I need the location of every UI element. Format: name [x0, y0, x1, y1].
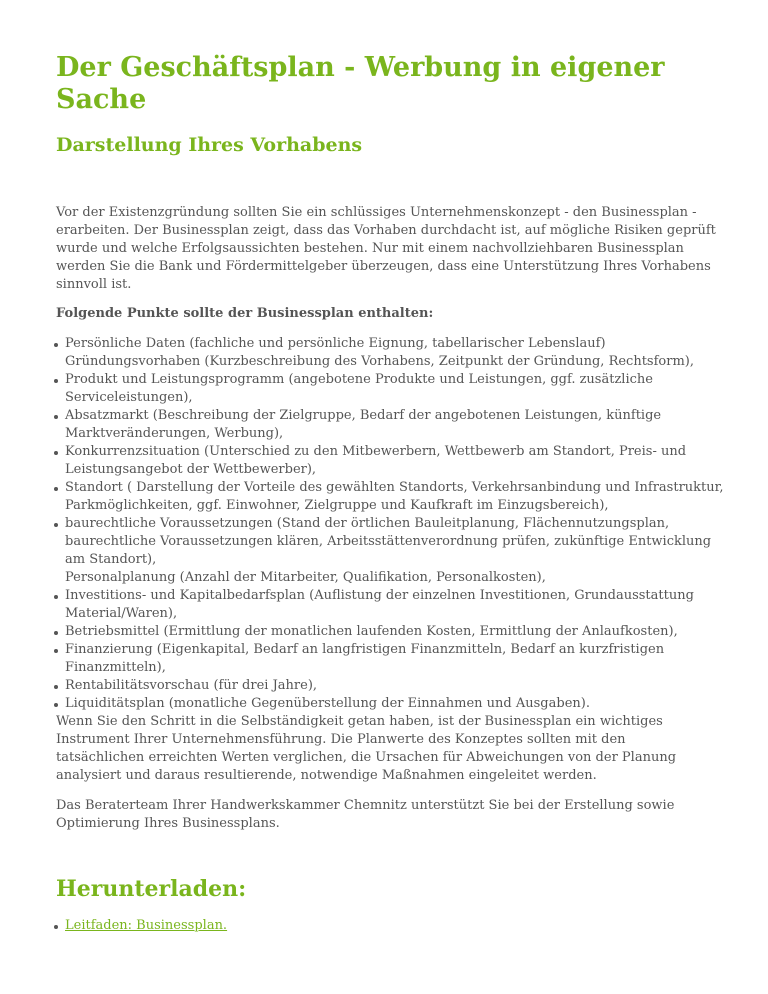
list-item: Standort ( Darstellung der Vorteile des gewählten Standorts, Verkehrsanbindung und Infrastruktur, Parkmöglichkeiten, ggf. Einwohner, Zielgruppe und Kaufkraft im Einzugsbereich), [56, 479, 724, 515]
list-item: Personalplanung (Anzahl der Mitarbeiter, Qualifikation, Personalkosten), [65, 570, 546, 585]
advisor-team-paragraph: Das Beraterteam Ihrer Handwerkskammer Chemnitz unterstützt Sie bei der Erstellung sowie Optimierung Ihres Businessplans. [56, 798, 675, 831]
list-item: Rentabilitätsvorschau (für drei Jahre), [56, 677, 724, 695]
list-item: Gründungsvorhaben (Kurzbeschreibung des Vorhabens, Zeitpunkt der Gründung, Rechtsform), [65, 354, 694, 369]
list-item: Produkt und Leistungsprogramm (angebotene Produkte und Leistungen, ggf. zusätzliche Serviceleistungen), [56, 371, 724, 407]
list-item: Liquiditätsplan (monatliche Gegenüberstellung der Einnahmen und Ausgaben). [56, 695, 724, 713]
download-heading: Herunterladen: [56, 876, 247, 902]
list-item: Investitions- und Kapitalbedarfsplan (Auflistung der einzelnen Investitionen, Grundausstattung Material/Waren), [56, 587, 724, 623]
list-item: Konkurrenzsituation (Unterschied zu den Mitbewerbern, Wettbewerb am Standort, Preis- und Leistungsangebot der Wettbewerber), [56, 443, 724, 479]
after-list-paragraph: Wenn Sie den Schritt in die Selbständigkeit getan haben, ist der Businessplan ein wichtiges Instrument Ihrer Unternehmensführung. Die Planwerte des Konzeptes sollten mit den tatsächlichen erreichten Werten verglichen, die Ursachen für Abweichungen von der Planung analysiert und daraus resultierende, notwendige Maßnahmen eingeleitet werden. [56, 714, 677, 783]
list-item: Betriebsmittel (Ermittlung der monatlichen laufenden Kosten, Ermittlung der Anlaufkosten), [56, 623, 724, 641]
intro-paragraph: Vor der Existenzgründung sollten Sie ein schlüssiges Unternehmenskonzept - den Businessplan - erarbeiten. Der Businessplan zeigt, dass das Vorhaben durchdacht ist, auf mögliche Risiken geprüft wurde und welche Erfolgsaussichten bestehen. Nur mit einem nachvollziehbaren Businessplan werden Sie die Bank und Fördermittelgeber überzeugen, dass eine Unterstützung Ihres Vorhabens sinnvoll ist. [56, 205, 716, 292]
downloads-list [56, 917, 227, 935]
page-title: Der Geschäftsplan - Werbung in eigener Sache [56, 52, 665, 115]
section-subtitle: Darstellung Ihres Vorhabens [56, 134, 363, 156]
list-item: Absatzmarkt (Beschreibung der Zielgruppe, Bedarf der angebotenen Leistungen, künftige Marktveränderungen, Werbung), [56, 407, 724, 443]
list-item: Finanzierung (Eigenkapital, Bedarf an langfristigen Finanzmitteln, Bedarf an kurzfristigen Finanzmitteln), [56, 641, 724, 677]
list-heading: Folgende Punkte sollte der Businessplan enthalten: [56, 306, 434, 321]
list-item: Persönliche Daten (fachliche und persönliche Eignung, tabellarischer Lebenslauf) [56, 335, 724, 353]
list-item: baurechtliche Voraussetzungen (Stand der örtlichen Bauleitplanung, Flächennutzungsplan, baurechtliche Voraussetzungen klären, Arbeitsstättenverordnung prüfen, zukünftige Entwicklung am Standort), [56, 515, 724, 569]
businessplan-points-list [56, 335, 724, 713]
download-item [56, 917, 227, 935]
businessplan-guide-link[interactable]: Leitfaden: Businessplan. [65, 918, 228, 933]
